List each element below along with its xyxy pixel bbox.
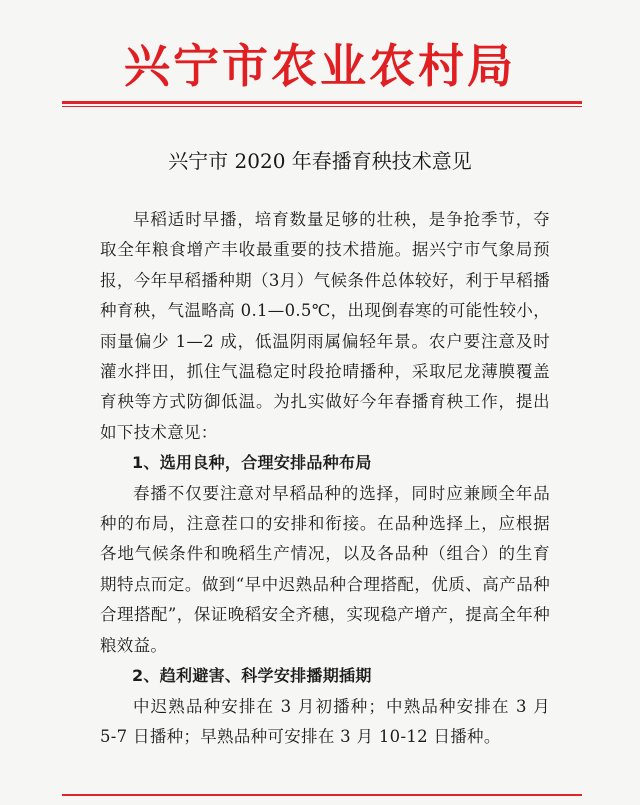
- section-1-paragraph: 春播不仅要注意对早稻品种的选择，同时应兼顾全年品种的布局，注意茬口的安排和衔接。在品种选择上，应根据各地气候条件和晚稻生产情况，以及各品种（组合）的生育期特点而定。做到“早中迟熟品种合理搭配，优质、高产品种合理搭配”，保证晚稻安全齐穗，实现稳产增产，提高全年种粮效益。: [100, 483, 550, 655]
- section-2-heading: 2、趋利避害、科学安排播期插期: [132, 666, 372, 686]
- letterhead-rule-thick: [62, 101, 582, 104]
- footer-rule: [62, 794, 582, 796]
- intro-paragraph: 早稻适时早播，培育数量足够的壮秧，是争抢季节，夺取全年粮食增产丰收最重要的技术措施。据兴宁市气象局预报，今年早稻播种期（3月）气候条件总体较好，利于早稻播种育秧，气温略高 0.1—0.5℃，出现倒春寒的可能性较小，雨量偏少 1—2 成，低温阴雨属偏轻年景。农户要注意及时灌水拌田，抓住气温稳定时段抢晴播种，采取尼龙薄膜覆盖育秧等方式防御低温。为扎实做好今年春播育秧工作，提出如下技术意见：: [100, 210, 550, 442]
- letterhead-rule-thin: [62, 106, 582, 107]
- document-body: [100, 205, 550, 752]
- section-2-paragraph: 中迟熟品种安排在 3 月初播种；中熟品种安排在 3 月 5-7 日播种；早熟品种可安排在 3 月 10-12 日播种。: [100, 696, 550, 746]
- document-title: 兴宁市 2020 年春播育秧技术意见: [168, 149, 472, 173]
- letterhead-title: 兴宁市农业农村局: [124, 39, 516, 93]
- section-1-heading: 1、选用良种，合理安排品种布局: [132, 453, 372, 473]
